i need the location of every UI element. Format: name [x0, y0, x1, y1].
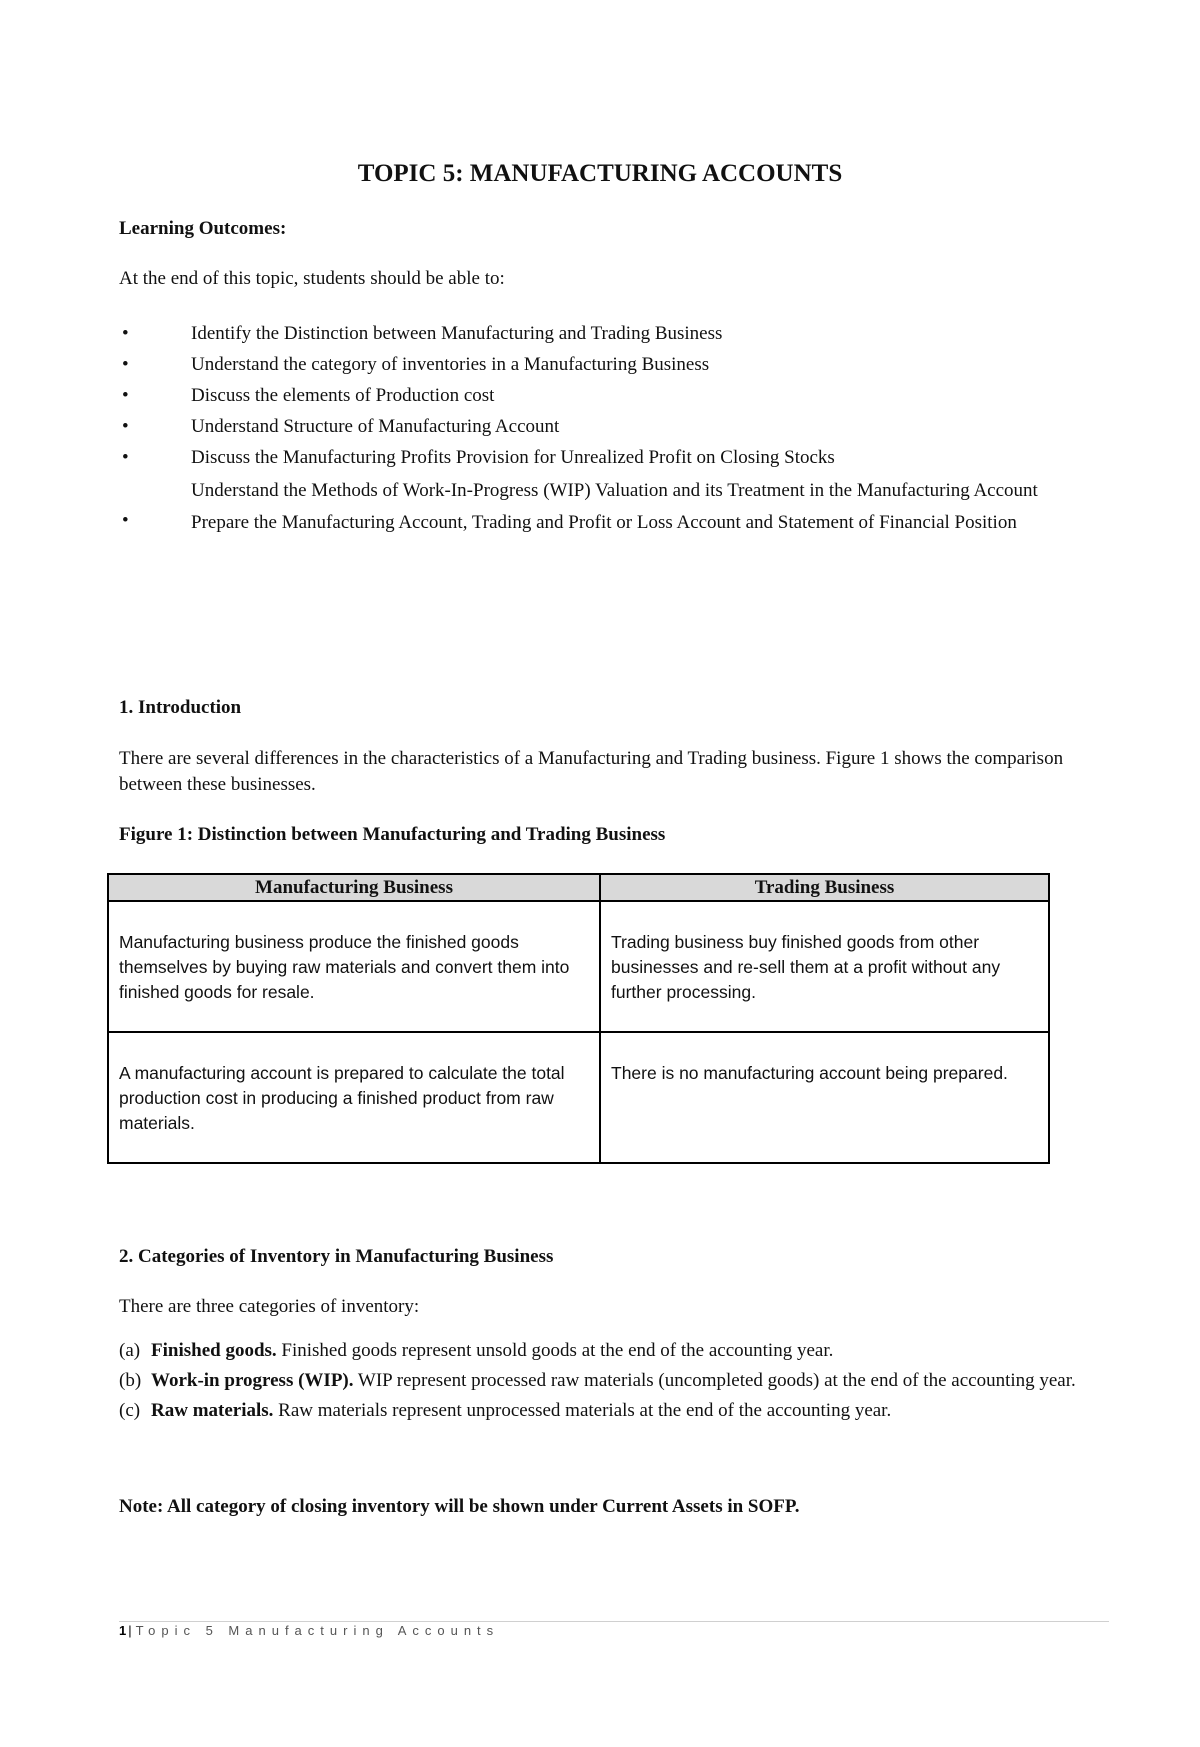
figure-caption: Figure 1: Distinction between Manufacturing and Trading Business: [119, 824, 666, 845]
list-item: • Prepare the Manufacturing Account, Trading and Profit or Loss Account and Statement of Financial Position: [122, 510, 1017, 533]
inventory-categories-list: [119, 1336, 1109, 1426]
list-item: (a) Finished goods. Finished goods represent unsold goods at the end of the accounting year.: [119, 1340, 834, 1361]
page-title: TOPIC 5: MANUFACTURING ACCOUNTS: [357, 160, 843, 187]
table-header-manufacturing: Manufacturing Business: [108, 874, 600, 901]
page-number: 1: [119, 1623, 127, 1638]
section-1-heading: 1. Introduction: [119, 697, 242, 718]
table-cell: A manufacturing account is prepared to calculate the total production cost in producing a finished product from raw materials.: [108, 1032, 600, 1163]
bullet-icon: •: [122, 385, 129, 406]
table-header-trading: Trading Business: [600, 874, 1049, 901]
page-footer: [119, 1623, 499, 1638]
section-1-body: There are several differences in the characteristics of a Manufacturing and Trading business. Figure 1 shows the comparison between these businesses.: [119, 748, 1064, 795]
bullet-icon: •: [122, 416, 129, 437]
section-2-intro: There are three categories of inventory:: [119, 1296, 420, 1317]
list-item: • Identify the Distinction between Manufacturing and Trading Business: [119, 318, 1109, 349]
table-cell: There is no manufacturing account being prepared.: [600, 1032, 1049, 1163]
list-item: (b) Work-in progress (WIP). WIP represent processed raw materials (uncompleted goods) at the end of the accounting year.: [119, 1370, 1076, 1391]
comparison-table: [107, 873, 1050, 1164]
list-item: (c) Raw materials. Raw materials represent unprocessed materials at the end of the accounting year.: [119, 1400, 892, 1421]
section-2-heading: 2. Categories of Inventory in Manufacturing Business: [119, 1246, 554, 1267]
list-item: Understand the Methods of Work-In-Progress (WIP) Valuation and its Treatment in the Manufacturing Account: [191, 480, 1038, 501]
table-header-row: [108, 874, 1049, 901]
note: Note: All category of closing inventory will be shown under Current Assets in SOFP.: [119, 1496, 800, 1517]
learning-outcomes-intro: At the end of this topic, students should be able to:: [119, 268, 505, 289]
table-row: [108, 901, 1049, 1032]
list-item: • Discuss the Manufacturing Profits Provision for Unrealized Profit on Closing Stocks: [119, 442, 1109, 473]
learning-outcomes-list: [119, 318, 1109, 538]
footer-separator: |: [128, 1623, 132, 1638]
bullet-icon: •: [122, 447, 129, 468]
list-item: • Understand the category of inventories in a Manufacturing Business: [119, 349, 1109, 380]
footer-divider: [119, 1621, 1109, 1622]
bullet-icon: •: [122, 510, 129, 531]
table-cell: Manufacturing business produce the finished goods themselves by buying raw materials and convert them into finished goods for resale.: [108, 901, 600, 1032]
footer-text: Topic 5 Manufacturing Accounts: [135, 1623, 500, 1638]
list-item: • Discuss the elements of Production cost: [119, 380, 1109, 411]
bullet-icon: •: [122, 354, 129, 375]
list-item: • Understand Structure of Manufacturing Account: [119, 411, 1109, 442]
learning-outcomes-heading: Learning Outcomes:: [119, 218, 287, 239]
table-row: [108, 1032, 1049, 1163]
bullet-icon: •: [122, 323, 129, 344]
table-cell: Trading business buy finished goods from other businesses and re-sell them at a profit without any further processing.: [600, 901, 1049, 1032]
